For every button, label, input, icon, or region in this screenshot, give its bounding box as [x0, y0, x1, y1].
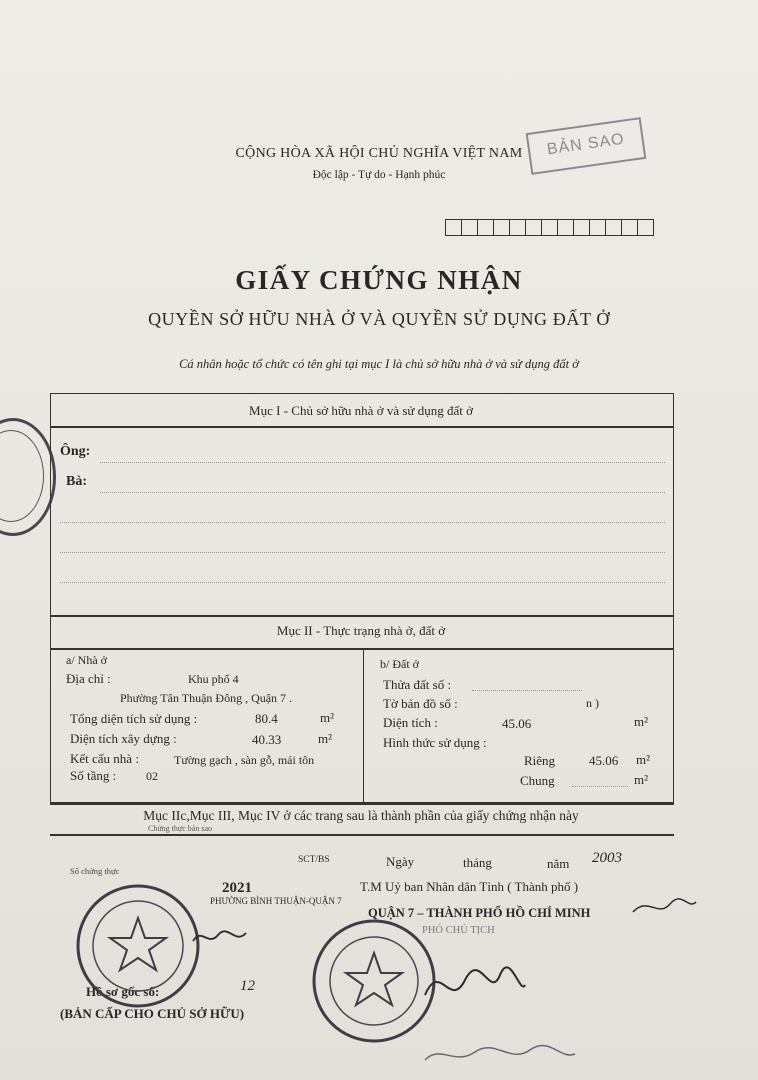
date-month-label: tháng	[463, 855, 492, 870]
divider	[50, 834, 674, 836]
cert-ward: PHƯỜNG BÌNH THUẬN-QUẬN 7	[210, 896, 342, 906]
section2-heading: Mục II - Thực trạng nhà ở, đất ở	[276, 623, 446, 638]
authority-line2: QUẬN 7 – THÀNH PHỐ HỒ CHÍ MINH	[368, 906, 591, 920]
national-motto: Độc lập - Tự do - Hạnh phúc	[312, 169, 446, 181]
continuation-note: Mục IIc,Mục III, Mục IV ở các trang sau là thành phần của giấy chứng nhận này	[143, 808, 579, 823]
signature-small	[190, 925, 250, 949]
initials	[630, 892, 700, 920]
address-label: Địa chỉ :	[66, 671, 111, 686]
map-label: Tờ bản đồ số :	[383, 696, 458, 711]
built-area-unit: m²	[318, 731, 333, 746]
serial-number-boxes	[446, 219, 654, 236]
cert-copy-line: Chứng thực bản sao	[148, 824, 212, 833]
total-area-unit: m²	[320, 710, 335, 725]
divider	[50, 426, 674, 428]
floors-label: Số tầng :	[70, 768, 117, 783]
common-unit: m²	[634, 772, 649, 787]
copy-stamp: BẢN SAO	[526, 117, 647, 175]
divider	[50, 648, 674, 650]
signer-name-handwritten	[420, 1038, 580, 1072]
house-heading: a/ Nhà ở	[66, 653, 107, 667]
owner-female-label: Bà:	[66, 474, 87, 489]
divider	[50, 802, 674, 804]
date-day-label: Ngày	[386, 854, 415, 869]
plot-label: Thửa đất số :	[383, 677, 452, 692]
authority-position: PHÓ CHỦ TỊCH	[422, 925, 495, 936]
land-area-label: Diện tích :	[383, 715, 438, 730]
cert-book-number: SCT/BS	[298, 855, 330, 865]
nation-heading: CỘNG HÒA XÃ HỘI CHỦ NGHĨA VIỆT NAM	[235, 146, 523, 161]
ward-seal	[70, 878, 210, 1018]
structure-value: Tường gạch , sàn gỗ, mái tôn	[174, 753, 315, 767]
map-suffix: n )	[586, 696, 599, 710]
common-label: Chung	[520, 773, 555, 788]
address-line2: Phường Tân Thuận Đông , Quận 7 .	[120, 691, 293, 705]
cert-year: 2021	[222, 880, 252, 896]
total-area-label: Tổng diện tích sử dụng :	[70, 711, 198, 726]
date-year-value: 2003	[592, 850, 622, 866]
owner-copy-note: (BẢN CẤP CHO CHỦ SỞ HỮU)	[60, 1006, 245, 1021]
divider	[50, 615, 674, 617]
intro-text: Cá nhân hoặc tổ chức có tên ghi tại mục I là chủ sở hữu nhà ở và sử dụng đất ở	[179, 357, 579, 371]
file-number-value: 12	[240, 978, 255, 994]
column-divider	[363, 649, 364, 803]
address-value: Khu phố 4	[188, 672, 239, 686]
section1-heading: Mục I - Chủ sở hữu nhà ở và sử dụng đất ở	[249, 403, 473, 418]
structure-label: Kết cấu nhà :	[70, 751, 139, 766]
document-title: GIẤY CHỨNG NHẬN	[235, 265, 523, 295]
document-subtitle: QUYỀN SỞ HỮU NHÀ Ở VÀ QUYỀN SỬ DỤNG ĐẤT Ở	[148, 309, 610, 329]
built-area-label: Diện tích xây dựng :	[70, 731, 177, 746]
owner-male-label: Ông:	[60, 444, 91, 459]
authority-line1: T.M Uỷ ban Nhân dân Tỉnh ( Thành phố )	[360, 879, 579, 894]
signature	[420, 955, 530, 1015]
usage-label: Hình thức sử dụng :	[383, 735, 487, 750]
built-area-value: 40.33	[252, 732, 282, 747]
total-area-value: 80.4	[255, 711, 278, 726]
land-area-unit: m²	[634, 714, 649, 729]
private-label: Riêng	[524, 753, 556, 768]
date-year-label: năm	[547, 856, 570, 871]
cert-number-label: Số chứng thực	[70, 866, 120, 876]
land-area-value: 45.06	[502, 716, 532, 731]
land-heading: b/ Đất ở	[380, 657, 420, 671]
file-number-label: Hồ sơ gốc số:	[86, 984, 160, 999]
private-unit: m²	[636, 752, 651, 767]
floors-value: 02	[146, 769, 158, 783]
private-value: 45.06	[589, 753, 619, 768]
